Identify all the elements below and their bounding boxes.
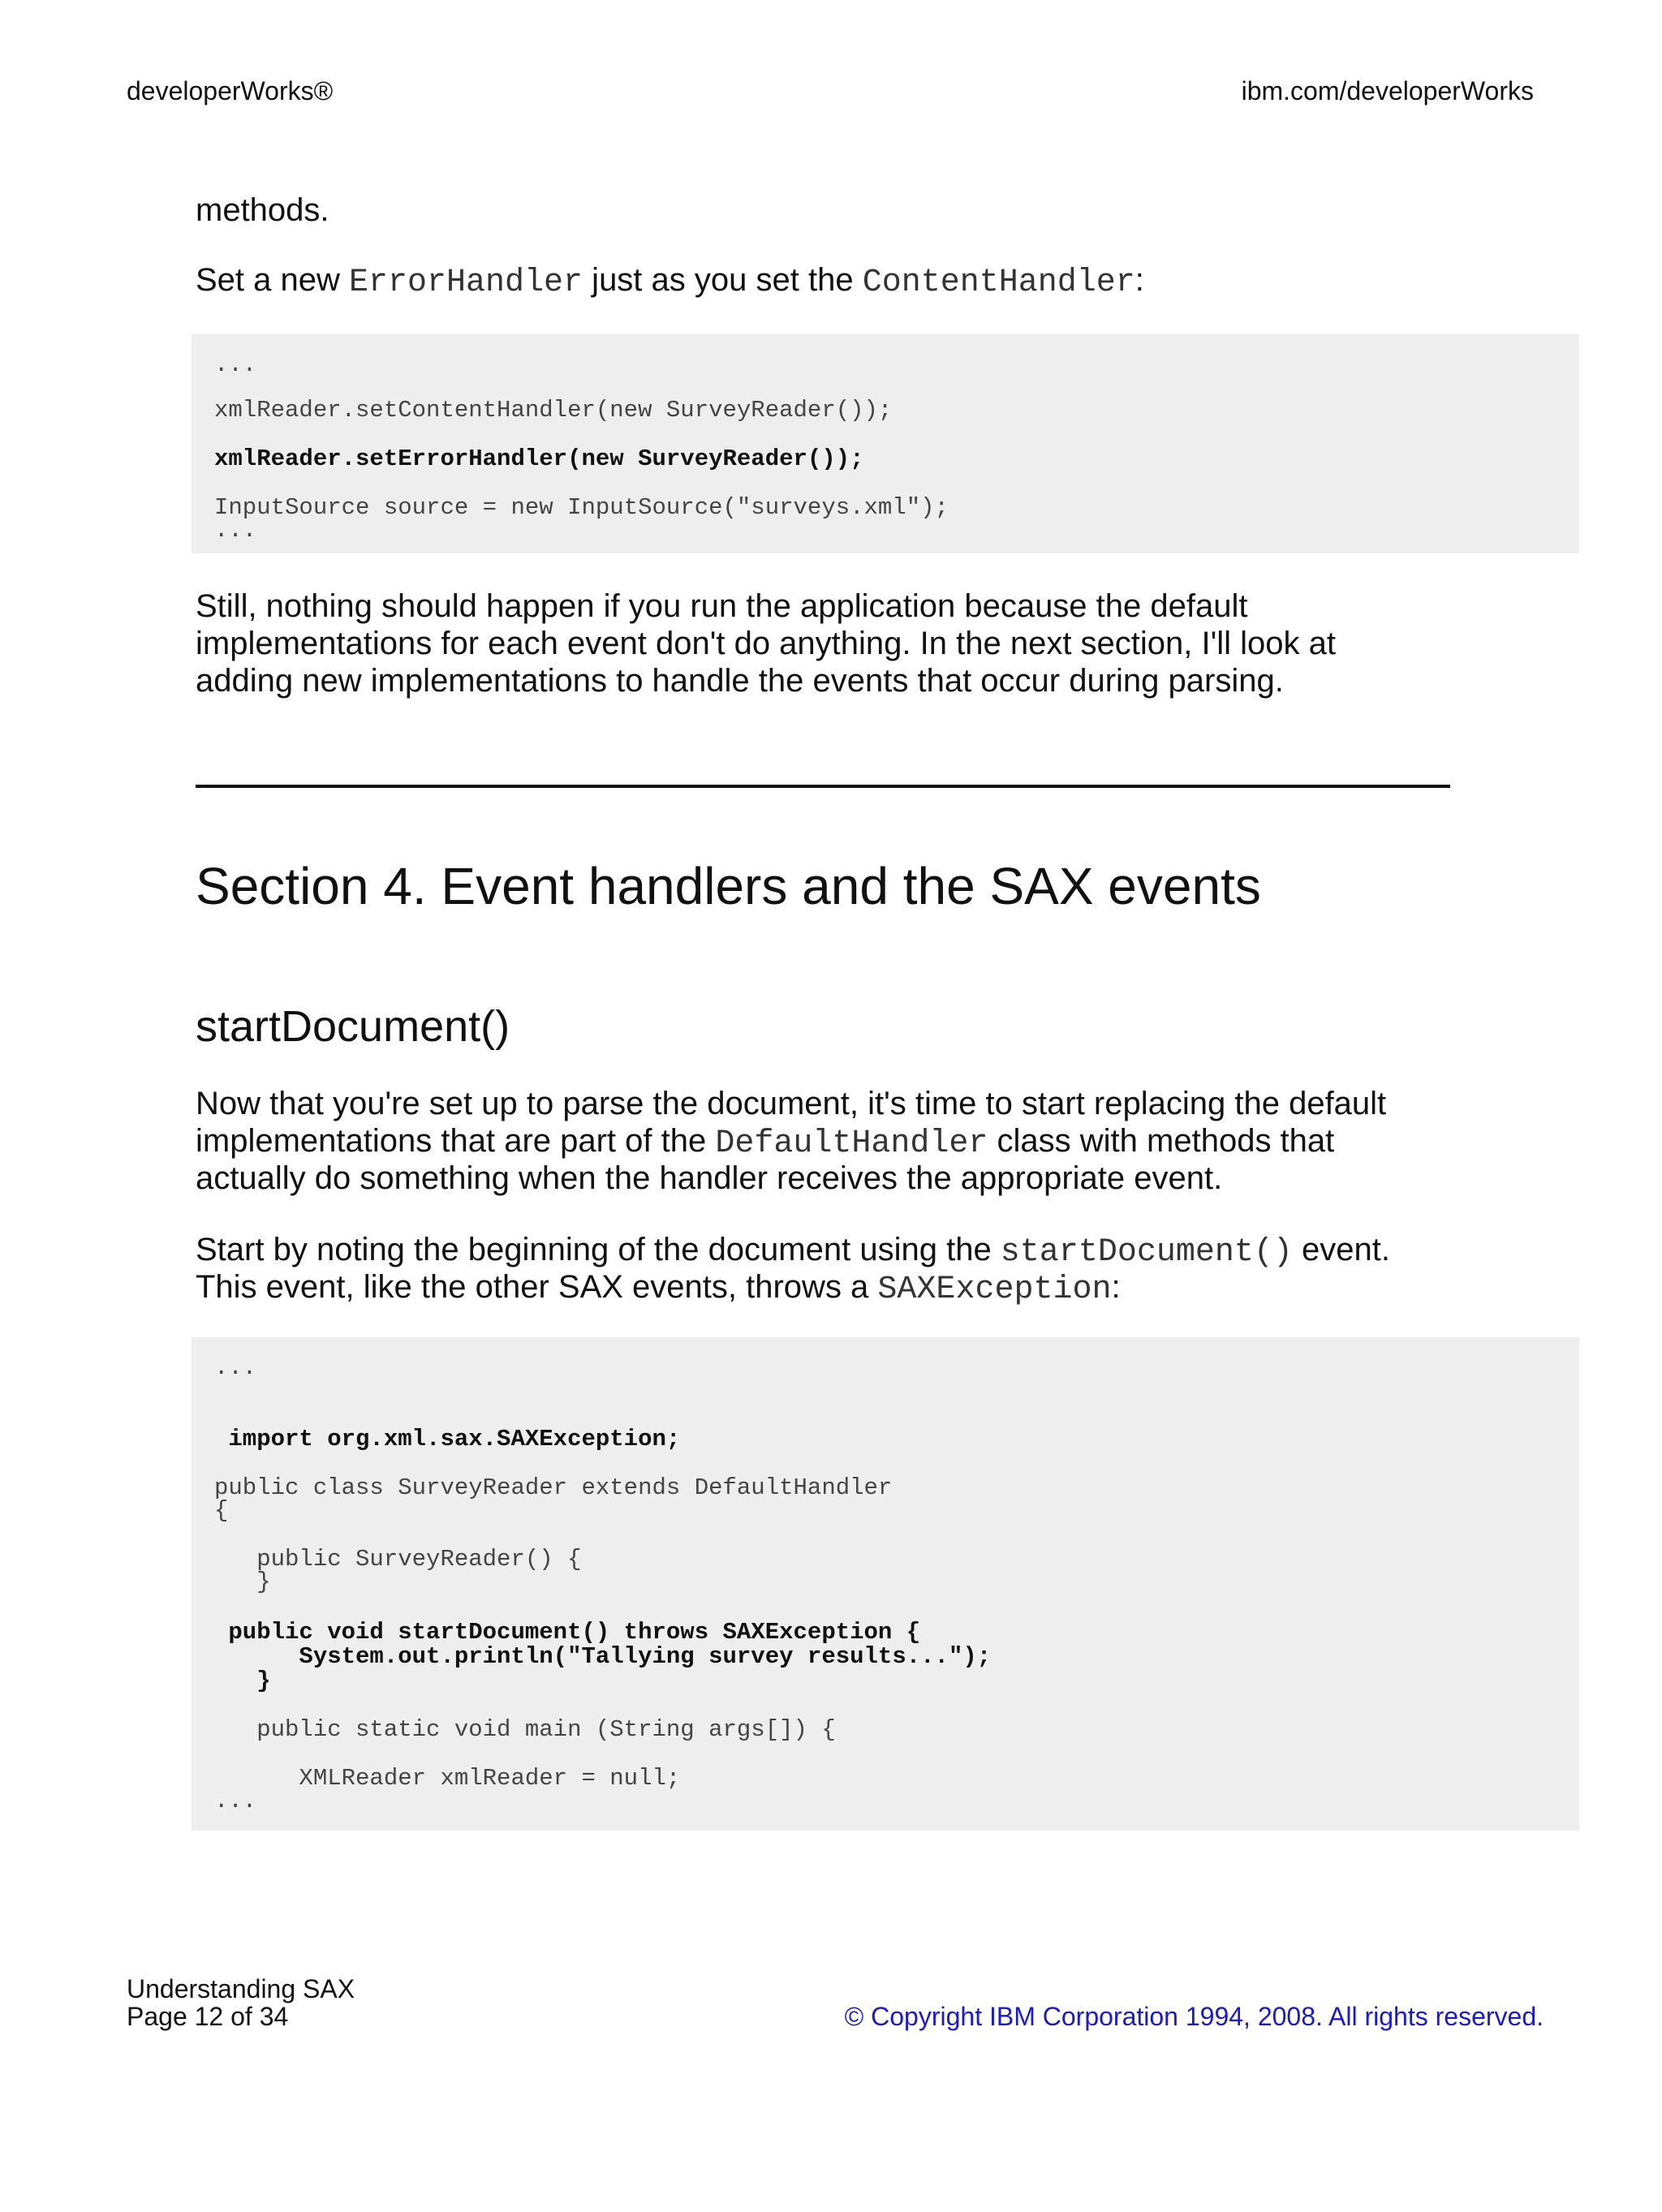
code-line: public SurveyReader() { [214,1546,582,1573]
header-brand: developerWorks® [127,76,334,105]
section-divider [196,785,1450,788]
inline-code-saxexception: SAXException [877,1272,1112,1308]
code-line-highlighted: System.out.println("Tallying survey results..."); [214,1643,992,1670]
section-title: Section 4. Event handlers and the SAX events [196,857,1261,915]
footer-page-number: Page 12 of 34 [127,2002,289,2031]
text-fragment: event. [1292,1232,1390,1267]
text-fragment: This event, like the other SAX events, throws a [196,1269,878,1305]
text-fragment: Set a new [196,262,350,298]
start-paragraph-line-1 [196,1231,1526,1272]
now-paragraph-line-2 [196,1122,1526,1163]
code-line: ... [214,351,257,378]
inline-code-errorhandler: ErrorHandler [349,265,583,301]
code-line: XMLReader xmlReader = null; [214,1765,681,1792]
text-fragment: : [1135,262,1144,298]
code-line: ... [214,1354,257,1381]
code-line-highlighted: xmlReader.setErrorHandler(new SurveyReader()); [214,445,864,472]
code-block-start-document [192,1337,1579,1831]
text-fragment: class with methods that [988,1123,1335,1159]
text-fragment: : [1111,1269,1121,1305]
now-paragraph-line-3: actually do something when the handler receives the appropriate event. [196,1160,1223,1196]
header-site-url[interactable]: ibm.com/developerWorks [1241,76,1534,105]
subsection-title: startDocument() [196,1002,510,1051]
code-line: public static void main (String args[]) { [214,1716,836,1743]
still-paragraph-line-2: implementations for each event don't do anything. In the next section, I'll look at [196,626,1336,661]
code-line: ... [214,517,257,544]
still-paragraph-line-3: adding new implementations to handle the events that occur during parsing. [196,663,1284,699]
footer-document-title: Understanding SAX [127,1974,355,2003]
start-paragraph-line-2 [196,1268,1526,1309]
inline-code-contenthandler: ContentHandler [862,265,1135,301]
code-line-highlighted: } [214,1668,271,1694]
code-line: xmlReader.setContentHandler(new SurveyReader()); [214,397,893,424]
methods-line: methods. [196,192,329,228]
code-line: public class SurveyReader extends DefaultHandler [214,1474,893,1501]
code-line: } [214,1569,271,1595]
still-paragraph-line-1: Still, nothing should happen if you run the application because the default [196,588,1248,624]
code-line: ... [214,1788,257,1814]
code-line-highlighted: import org.xml.sax.SAXException; [214,1426,681,1452]
code-line: { [214,1497,229,1524]
now-paragraph-line-1: Now that you're set up to parse the document, it's time to start replacing the default [196,1086,1387,1121]
code-line: InputSource source = new InputSource("surveys.xml"); [214,494,949,521]
set-error-handler-paragraph [196,261,1526,302]
inline-code-startdocument: startDocument() [1000,1234,1293,1271]
code-line-highlighted: public void startDocument() throws SAXException { [214,1619,921,1646]
footer-copyright-link[interactable]: © Copyright IBM Corporation 1994, 2008. All rights reserved. [844,2002,1544,2031]
text-fragment: implementations that are part of the [196,1123,716,1159]
inline-code-defaulthandler: DefaultHandler [715,1125,988,1162]
code-block-set-handlers [192,334,1579,553]
text-fragment: Start by noting the beginning of the document using the [196,1232,1001,1267]
text-fragment: just as you set the [583,262,863,298]
